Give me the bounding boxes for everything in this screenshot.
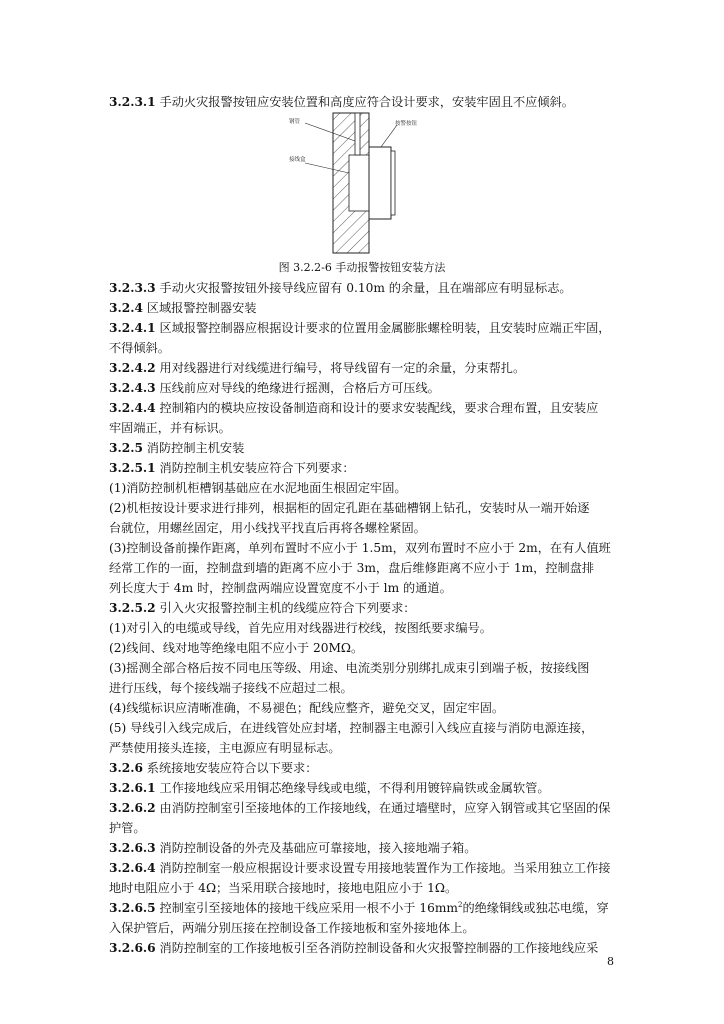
section-number: 3.2.6.4	[109, 861, 156, 875]
text-line	[109, 798, 615, 818]
text-line	[109, 558, 615, 578]
page-number: 8	[607, 955, 614, 968]
section-text: 压线前应对导线的绝缘进行摇测，合格后方可压线。	[155, 381, 440, 395]
section-number: 3.2.5	[109, 441, 143, 455]
section-text: 消防控制设备的外壳及基础应可靠接地，接入接地端子箱。	[155, 841, 477, 855]
section-text: 不得倾斜。	[109, 341, 170, 355]
section-number: 3.2.6.2	[109, 801, 156, 815]
text-line	[109, 278, 615, 298]
section-text: 进行压线，每个接线端子接线不应超过二根。	[109, 681, 353, 695]
text-line	[109, 538, 615, 558]
section-number: 3.2.4	[109, 301, 143, 315]
section-text: (3)控制设备前操作距离，单列布置时不应小于 1.5m，双列布置时不应小于 2m，在有人值班	[109, 541, 611, 555]
section-text: 牢固端正，并有标识。	[109, 421, 231, 435]
installation-figure	[285, 111, 425, 257]
text-line	[109, 398, 615, 418]
figure-caption: 图 3.2.2-6 手动报警按钮安装方法	[278, 261, 446, 274]
section-text: 消防控制主机安装	[142, 441, 245, 455]
text-line	[109, 478, 615, 498]
section-number: 3.2.4.2	[109, 361, 156, 375]
section-text: 控制室引至接地体的接地干线应采用一根不小于 16mm	[155, 901, 458, 915]
text-line	[109, 698, 615, 718]
section-number: 3.2.5.2	[109, 601, 156, 615]
text-line	[109, 878, 615, 898]
section-text: 经常工作的一面，控制盘到墙的距离不应小于 3m，盘后维修距离不应小于 1m，控制盘排	[109, 561, 595, 575]
text-line	[109, 838, 615, 858]
alarm-button-housing	[369, 147, 391, 219]
section-text: 列长度大于 4m 时，控制盘两端应设置宽度不小于 lm 的通道。	[109, 581, 452, 595]
section-text: 区域报警控制器安装	[142, 301, 257, 315]
section-text: (1)消防控制机柜槽钢基础应在水泥地面生根固定牢固。	[109, 481, 407, 495]
section-text: 工作接地线应采用铜芯绝缘导线或电缆，不得利用镀锌扁铁或金属软管。	[155, 781, 550, 795]
section-text: 台就位，用螺丝固定，用小线找平找直后再将各螺栓紧固。	[109, 521, 426, 535]
section-text: 控制箱内的模块应按设备制造商和设计的要求安装配线，要求合理布置，且安装应	[155, 401, 599, 415]
text-line	[109, 658, 615, 678]
section-number: 3.2.5.1	[109, 461, 156, 475]
label-junction-box: 接线盒	[289, 157, 306, 163]
section-text: 引入火灾报警控制主机的线缆应符合下列要求：	[155, 601, 416, 615]
text-line	[109, 418, 615, 438]
section-number: 3.2.3.1	[109, 95, 156, 109]
section-text: (5) 导线引入线完成后，在进线管处应封堵，控制器主电源引入线应直接与消防电源连接，	[109, 721, 594, 735]
text-line	[109, 318, 615, 338]
section-number: 3.2.6.3	[109, 841, 156, 855]
text-line	[109, 378, 615, 398]
section-number: 3.2.4.4	[109, 401, 156, 415]
text-line	[109, 92, 615, 112]
text-line	[109, 458, 615, 478]
text-line	[109, 758, 615, 778]
text-line	[109, 858, 615, 878]
text-line	[109, 358, 615, 378]
section-text: 严禁使用接头连接，主电源应有明显标志。	[109, 741, 341, 755]
conduit-pipe	[355, 113, 360, 155]
text-line	[109, 778, 615, 798]
label-conduit: 钢管	[289, 119, 301, 125]
text-line	[109, 578, 615, 598]
text-line	[109, 898, 615, 918]
section-text: 护管。	[109, 821, 146, 835]
section-text: (1)对引入的电缆或导线，首先应用对线器进行校线，按图纸要求编号。	[109, 621, 492, 635]
text-line	[109, 438, 615, 458]
section-text: (2)线间、线对地等绝缘电阻不应小于 20MΩ。	[109, 641, 364, 655]
text-line	[109, 518, 615, 538]
section-number: 3.2.3.3	[109, 281, 156, 295]
section-text-suffix: 的绝缘铜线或独芯电缆，穿	[462, 901, 609, 915]
text-line	[109, 618, 615, 638]
section-number: 3.2.6.6	[109, 941, 156, 955]
text-line	[109, 598, 615, 618]
section-text: 手动火灾报警按钮外接导线应留有 0.10m 的余量，且在端部应有明显标志。	[155, 281, 572, 295]
section-text: 区域报警控制器应根据设计要求的位置用金属膨胀螺栓明装，且安装时应端正牢固，	[155, 321, 611, 335]
section-text: (2)机柜按设计要求进行排列，根据柜的固定孔距在基础槽钢上钻孔，安装时从一端开始逐	[109, 501, 590, 515]
section-number: 3.2.6.1	[109, 781, 156, 795]
section-text: (4)线缆标识应清晰准确，不易褪色；配线应整齐，避免交叉，固定牢固。	[109, 701, 505, 715]
text-line	[109, 678, 615, 698]
section-number: 3.2.6	[109, 761, 143, 775]
section-text: 地时电阻应小于 4Ω；当采用联合接地时，接地电阻应小于 1Ω。	[109, 881, 458, 895]
section-number: 3.2.4.3	[109, 381, 156, 395]
section-text: 手动火灾报警按钮应安装位置和高度应符合设计要求，安装牢固且不应倾斜。	[155, 95, 574, 109]
superscript: 2	[457, 900, 463, 909]
alarm-button-face	[391, 151, 395, 215]
text-line	[109, 818, 615, 838]
text-line	[109, 718, 615, 738]
text-line	[109, 338, 615, 358]
text-line	[109, 918, 615, 938]
section-number: 3.2.4.1	[109, 321, 156, 335]
label-alarm-button: 按警按钮	[395, 121, 418, 127]
section-text: 消防控制主机安装应符合下列要求：	[155, 461, 355, 475]
text-line	[109, 498, 615, 518]
section-text: 系统接地安装应符合以下要求：	[142, 761, 318, 775]
section-text: 入保护管后，两端分别压接在控制设备工作接地板和室外接地体上。	[109, 921, 475, 935]
section-text: 用对线器进行对线缆进行编号，将导线留有一定的余量，分束帮扎。	[155, 361, 526, 375]
section-text: 消防控制室一般应根据设计要求设置专用接地装置作为工作接地。当采用独立工作接	[155, 861, 611, 875]
text-line	[109, 938, 615, 958]
text-line	[109, 738, 615, 758]
section-text: 消防控制室的工作接地板引至各消防控制设备和火灾报警控制器的工作接地线应采	[155, 941, 599, 955]
text-line	[109, 298, 615, 318]
text-line	[109, 638, 615, 658]
junction-box	[349, 155, 369, 211]
section-text: (3)摇测全部合格后按不同电压等级、用途、电流类别分别绑扎成束引到端子板，按接线图	[109, 661, 590, 675]
button-install-diagram	[285, 111, 425, 257]
section-text: 由消防控制室引至接地体的工作接地线，在通过墙壁时，应穿入钢管或其它坚固的保	[155, 801, 611, 815]
section-number: 3.2.6.5	[109, 901, 156, 915]
